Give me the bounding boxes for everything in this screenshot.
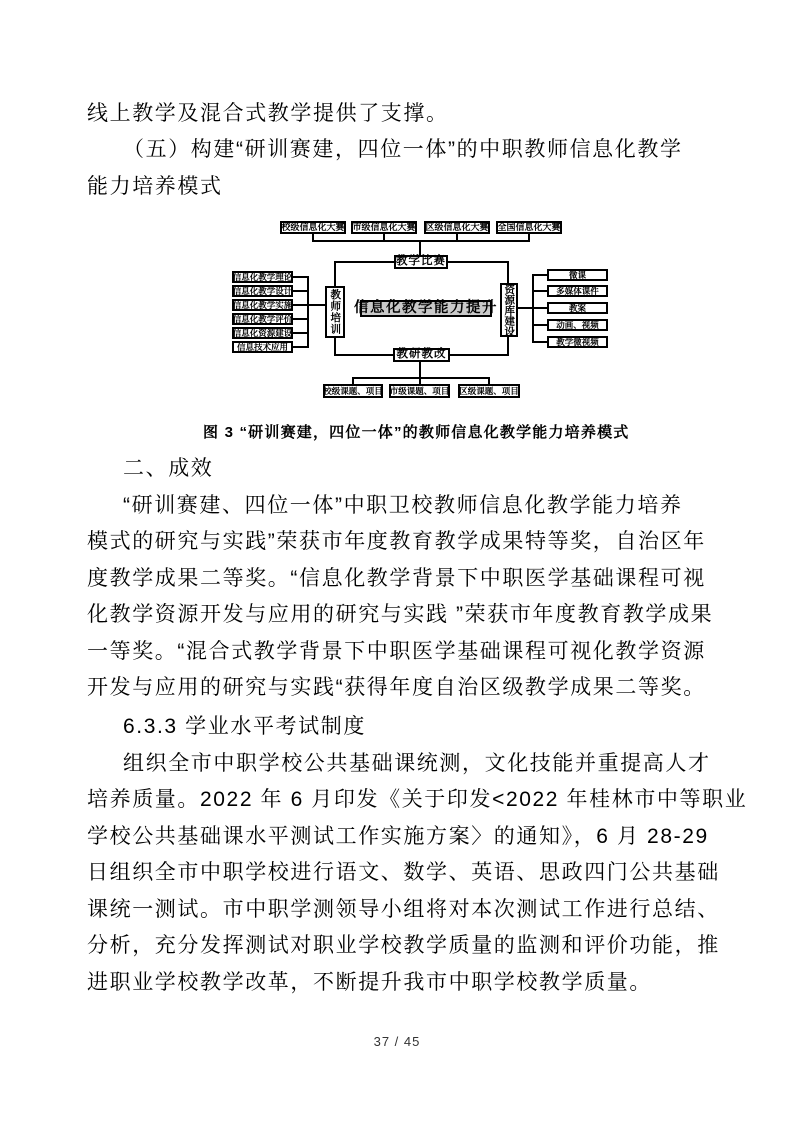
connector-line xyxy=(334,261,336,286)
diagram-box-teacher-training: 教师培训 xyxy=(325,286,345,338)
paragraph-line: “研训赛建、四位一体”中职卫校教师信息化教学能力培养 xyxy=(123,494,683,517)
connector-line xyxy=(335,354,393,356)
diagram-box-training-item: 信息技术应用 xyxy=(232,341,293,353)
connector-line xyxy=(293,346,307,348)
diagram-box-district-competition: 区级信息化大赛 xyxy=(425,222,489,232)
section-title: 二、成效 xyxy=(123,457,214,480)
diagram-box-national-competition: 全国信息化大赛 xyxy=(497,222,561,232)
diagram-box-resource-item: 教案 xyxy=(547,302,608,314)
connector-line xyxy=(335,261,394,263)
connector-line xyxy=(307,276,309,348)
diagram-box-research-reform: 教研教改 xyxy=(393,348,450,362)
connector-line xyxy=(293,304,325,306)
diagram-box-resource-item: 微课 xyxy=(547,269,608,281)
connector-line xyxy=(352,377,490,379)
diagram-box-training-item: 信息化教学实施 xyxy=(232,299,293,310)
paragraph-line: 化教学资源开发与应用的研究与实践 ”荣获市年度教育教学成果 xyxy=(87,603,714,626)
connector-line xyxy=(293,318,307,320)
paragraph-line: 线上教学及混合式教学提供了支撑。 xyxy=(87,102,449,125)
connector-line xyxy=(450,354,509,356)
paragraph-line: 度教学成果二等奖。“信息化教学背景下中职医学基础课程可视 xyxy=(87,567,706,590)
diagram-box-center-goal: 信息化教学能力提升 xyxy=(354,300,498,317)
diagram-box-district-project: 区级课题、项目 xyxy=(458,384,520,398)
diagram-box-city-project: 市级课题、项目 xyxy=(389,384,450,398)
diagram-box-resource-item: 教学微视频 xyxy=(547,336,608,348)
heading-633: 6.3.3 学业水平考试制度 xyxy=(123,715,366,738)
heading-five-line: （五）构建“研训赛建，四位一体”的中职教师信息化教学 xyxy=(123,138,683,161)
connector-line xyxy=(518,307,547,309)
figure-3-diagram xyxy=(210,213,610,413)
diagram-box-resource-item: 多媒体课件 xyxy=(547,285,608,297)
diagram-box-teaching-competition: 教学比赛 xyxy=(396,255,446,268)
connector-line xyxy=(293,276,307,278)
connector-line xyxy=(419,242,421,255)
connector-line xyxy=(312,240,530,242)
diagram-box-school-project: 校级课题、项目 xyxy=(323,384,383,398)
diagram-box-city-competition: 市级信息化大赛 xyxy=(352,222,416,232)
connector-line xyxy=(448,261,509,263)
diagram-box-training-item: 信息化教学评价 xyxy=(232,313,293,324)
paragraph-line: 模式的研究与实践”荣获市年度教育教学成果特等奖，自治区年 xyxy=(87,530,706,553)
connector-line xyxy=(533,341,547,343)
diagram-box-training-item: 信息化资源建设 xyxy=(232,327,293,338)
diagram-box-training-item: 信息化教学设计 xyxy=(232,285,293,296)
diagram-box-resource-item: 动画、视频 xyxy=(547,319,608,331)
page-number: 37 / 45 xyxy=(373,1034,421,1049)
diagram-box-school-competition: 校级信息化大赛 xyxy=(281,222,345,232)
connector-line xyxy=(507,261,509,283)
paragraph-line: 开发与应用的研究与实践“获得年度自治区级教学成果二等奖。 xyxy=(87,676,706,699)
diagram-box-resource-library: 资源库建设 xyxy=(500,283,518,337)
paragraph-line: 组织全市中职学校公共基础课统测，文化技能并重提高人才 xyxy=(123,752,711,775)
connector-line xyxy=(533,290,547,292)
paragraph-line: 进职业学校教学改革，不断提升我市中职学校教学质量。 xyxy=(87,971,652,994)
heading-five-line: 能力培养模式 xyxy=(87,175,223,198)
connector-line xyxy=(293,290,307,292)
paragraph-line: 课统一测试。市中职学测领导小组将对本次测试工作进行总结、 xyxy=(87,898,720,921)
connector-line xyxy=(533,324,547,326)
figure-caption: 图 3 “研训赛建，四位一体”的教师信息化教学能力培养模式 xyxy=(203,424,630,441)
connector-line xyxy=(533,274,547,276)
diagram-box-training-item: 信息化教学理论 xyxy=(232,271,293,282)
paragraph-line: 日组织全市中职学校进行语文、数学、英语、思政四门公共基础 xyxy=(87,861,720,884)
paragraph-line: 分析，充分发挥测试对职业学校教学质量的监测和评价功能，推 xyxy=(87,934,720,957)
paragraph-line: 培养质量。2022 年 6 月印发《关于印发<2022 年桂林市中等职业 xyxy=(87,788,748,811)
paragraph-line: 一等奖。“混合式教学背景下中职医学基础课程可视化教学资源 xyxy=(87,640,706,663)
paragraph-line: 学校公共基础课水平测试工作实施方案〉的通知》，6 月 28-29 xyxy=(87,825,709,848)
connector-line xyxy=(293,332,307,334)
